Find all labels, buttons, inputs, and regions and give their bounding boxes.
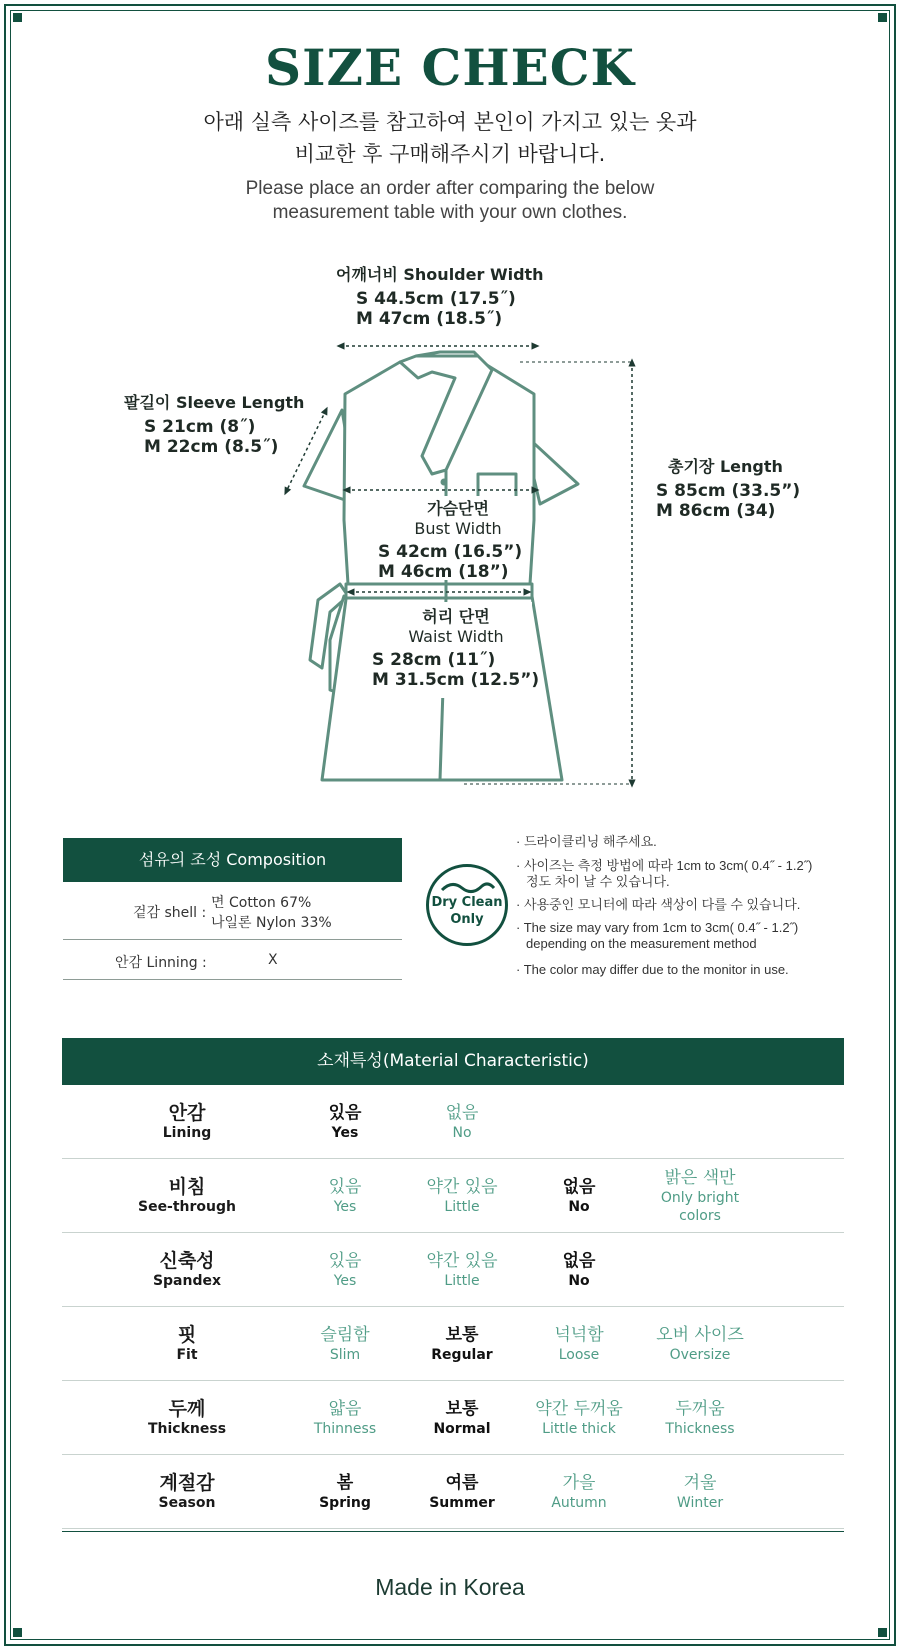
material-row-label-kr: 계절감	[159, 1472, 215, 1494]
material-option-en: Little	[444, 1199, 480, 1215]
material-option	[640, 1381, 760, 1455]
sleeve-measurement	[124, 390, 304, 457]
material-row	[62, 1085, 844, 1159]
material-option	[519, 1159, 639, 1233]
material-row-label-en: Fit	[176, 1347, 198, 1363]
material-option	[519, 1381, 639, 1455]
material-option-kr: 오버 사이즈	[656, 1325, 744, 1345]
care-note-line: · The color may differ due to the monitor in use.	[516, 962, 789, 977]
material-row	[62, 1307, 844, 1381]
material-option-kr: 여름	[445, 1473, 479, 1493]
material-row	[62, 1233, 844, 1307]
material-option	[402, 1307, 522, 1381]
material-option	[640, 1455, 760, 1529]
intro-en-line: Please place an order after comparing the below	[245, 178, 655, 199]
table-bottom-rule	[62, 1531, 844, 1532]
material-row-label	[127, 1233, 247, 1307]
shoulder-s: S 44.5cm (17.5˝)	[356, 289, 516, 309]
material-option-kr: 약간 있음	[426, 1177, 498, 1197]
shell-label: 겉감 shell :	[133, 905, 207, 921]
material-option	[402, 1233, 522, 1307]
material-option-en: Yes	[331, 1125, 359, 1141]
waist-label-kr: 허리 단면	[422, 607, 490, 626]
material-option	[640, 1159, 760, 1233]
material-option-en: Yes	[333, 1273, 357, 1289]
composition-lining-row	[63, 940, 402, 980]
material-option-en: No	[452, 1125, 472, 1141]
material-option-kr: 밝은 색만	[664, 1168, 736, 1188]
bust-label-en: Bust Width	[414, 519, 502, 538]
material-option	[285, 1159, 405, 1233]
material-option-kr: 있음	[328, 1103, 362, 1123]
shoulder-measurement	[336, 262, 544, 329]
material-row-label	[127, 1307, 247, 1381]
dry-clean-badge	[426, 864, 508, 946]
material-row-label-kr: 두께	[168, 1398, 206, 1420]
waist-belt	[346, 584, 532, 598]
material-option-kr: 두꺼움	[675, 1399, 725, 1419]
waist-m: M 31.5cm (12.5”)	[372, 670, 540, 690]
shoulder-m: M 47cm (18.5˝)	[356, 309, 503, 329]
care-note	[516, 858, 812, 890]
lining-value: X	[268, 952, 278, 968]
material-row-label-en: Lining	[162, 1125, 212, 1141]
origin-text: Made in Korea	[375, 1574, 525, 1600]
shell-value: 나일론 Nylon 33%	[211, 915, 332, 931]
material-option	[519, 1307, 639, 1381]
bust-measurement	[378, 496, 538, 582]
material-option-en: Winter	[676, 1495, 724, 1511]
material-row-label-kr: 안감	[168, 1102, 206, 1124]
material-option-kr: 가을	[562, 1473, 596, 1493]
material-option	[519, 1233, 639, 1307]
material-row-label-en: Spandex	[152, 1273, 222, 1289]
material-option-en: No	[568, 1199, 590, 1215]
material-option-en: Regular	[431, 1347, 493, 1363]
lining-label: 안감 Linning :	[115, 955, 207, 971]
material-row-label-en: See-through	[137, 1199, 237, 1215]
bust-m: M 46cm (18”)	[378, 562, 509, 582]
material-option-en: Spring	[319, 1495, 371, 1511]
material-option-kr: 봄	[336, 1473, 354, 1493]
shell-value: 면 Cotton 67%	[211, 895, 312, 911]
sleeve-m: M 22cm (8.5˝)	[144, 437, 279, 457]
material-option-kr: 얇음	[328, 1399, 362, 1419]
page-title: SIZE CHECK	[265, 38, 635, 97]
dry-clean-text: Only	[450, 912, 484, 927]
material-header: 소재특성(Material Characteristic)	[62, 1038, 844, 1085]
corner-mark	[878, 1628, 887, 1637]
material-option	[285, 1085, 405, 1159]
intro-kr-line: 아래 실측 사이즈를 참고하여 본인이 가지고 있는 옷과	[203, 110, 697, 134]
material-row-label	[127, 1085, 247, 1159]
material-option-kr: 없음	[562, 1251, 596, 1271]
material-option	[519, 1455, 639, 1529]
material-option-kr: 보통	[445, 1325, 479, 1345]
material-option	[285, 1455, 405, 1529]
intro-kr-line: 비교한 후 구매해주시기 바랍니다.	[294, 142, 606, 166]
corner-mark	[13, 1628, 22, 1637]
material-row-label-kr: 비침	[168, 1176, 206, 1198]
material-row-label-kr: 신축성	[159, 1250, 215, 1272]
material-option-kr: 넉넉함	[554, 1325, 604, 1345]
material-option	[402, 1381, 522, 1455]
material-option-kr: 없음	[445, 1103, 479, 1123]
material-option-en: Thickness	[665, 1421, 735, 1437]
care-note	[516, 962, 789, 978]
material-option-en: Yes	[333, 1199, 357, 1215]
care-note-line: depending on the measurement method	[526, 936, 757, 951]
material-row-label	[127, 1159, 247, 1233]
material-option-en: Thinness	[313, 1421, 377, 1437]
care-note-line: · The size may vary from 1cm to 3cm( 0.4˝ - 1.2˝)	[516, 920, 799, 935]
composition-header: 섬유의 조성 Composition	[63, 838, 402, 882]
material-row-label	[127, 1381, 247, 1455]
material-option-en: Normal	[433, 1421, 491, 1437]
material-option-kr: 슬림함	[320, 1325, 370, 1345]
material-option-en: Loose	[558, 1347, 600, 1363]
material-option-kr: 약간 두꺼움	[535, 1399, 623, 1419]
care-note	[516, 834, 657, 850]
material-option-kr: 보통	[445, 1399, 479, 1419]
length-label: 총기장 Length	[668, 457, 783, 476]
material-option-en: Only bright colors	[660, 1190, 740, 1224]
care-note	[516, 920, 798, 952]
material-row-label-en: Season	[158, 1495, 216, 1511]
material-option-kr: 있음	[328, 1251, 362, 1271]
material-option	[285, 1307, 405, 1381]
material-option	[402, 1159, 522, 1233]
material-option	[285, 1233, 405, 1307]
care-note-line: · 드라이클리닝 해주세요.	[516, 834, 657, 849]
material-option-kr: 있음	[328, 1177, 362, 1197]
sleeve-s: S 21cm (8˝)	[144, 417, 256, 437]
material-row	[62, 1159, 844, 1233]
material-option	[402, 1455, 522, 1529]
waist-s: S 28cm (11˝)	[372, 650, 496, 670]
material-option-en: Autumn	[551, 1495, 607, 1511]
intro-en-line: measurement table with your own clothes.	[272, 202, 628, 223]
material-option-en: No	[568, 1273, 590, 1289]
material-option-en: Little	[444, 1273, 480, 1289]
care-note-line: 정도 차이 날 수 있습니다.	[526, 874, 670, 889]
material-row-label-kr: 핏	[177, 1324, 197, 1346]
care-note-line: · 사이즈는 측정 방법에 따라 1cm to 3cm( 0.4˝ - 1.2˝)	[516, 858, 813, 873]
material-option-en: Little thick	[542, 1421, 616, 1437]
material-option-kr: 없음	[562, 1177, 596, 1197]
material-option-en: Summer	[429, 1495, 495, 1511]
dry-clean-text: Dry Clean	[431, 895, 503, 910]
bust-s: S 42cm (16.5”)	[378, 542, 523, 562]
material-option	[402, 1085, 522, 1159]
material-option-en: Slim	[329, 1347, 361, 1363]
composition-shell-row	[63, 882, 402, 940]
button-dot	[441, 479, 448, 486]
material-option-kr: 겨울	[683, 1473, 717, 1493]
length-s: S 85cm (33.5”)	[656, 481, 801, 501]
waist-measurement	[372, 604, 540, 690]
material-row-label-en: Thickness	[147, 1421, 227, 1437]
shoulder-label: 어깨너비 Shoulder Width	[336, 265, 544, 284]
bust-label-kr: 가슴단면	[427, 499, 489, 518]
waist-label-en: Waist Width	[408, 627, 504, 646]
sleeve-label: 팔길이 Sleeve Length	[124, 393, 305, 412]
care-note-line: · 사용중인 모니터에 따라 색상이 다를 수 있습니다.	[516, 897, 801, 912]
material-row	[62, 1381, 844, 1455]
material-option	[285, 1381, 405, 1455]
length-m: M 86cm (34)	[656, 501, 776, 521]
material-row-label	[127, 1455, 247, 1529]
material-option-en: Oversize	[669, 1347, 731, 1363]
material-row	[62, 1455, 844, 1529]
material-option	[640, 1307, 760, 1381]
care-note	[516, 897, 800, 913]
length-measurement	[656, 454, 800, 521]
material-option-kr: 약간 있음	[426, 1251, 498, 1271]
